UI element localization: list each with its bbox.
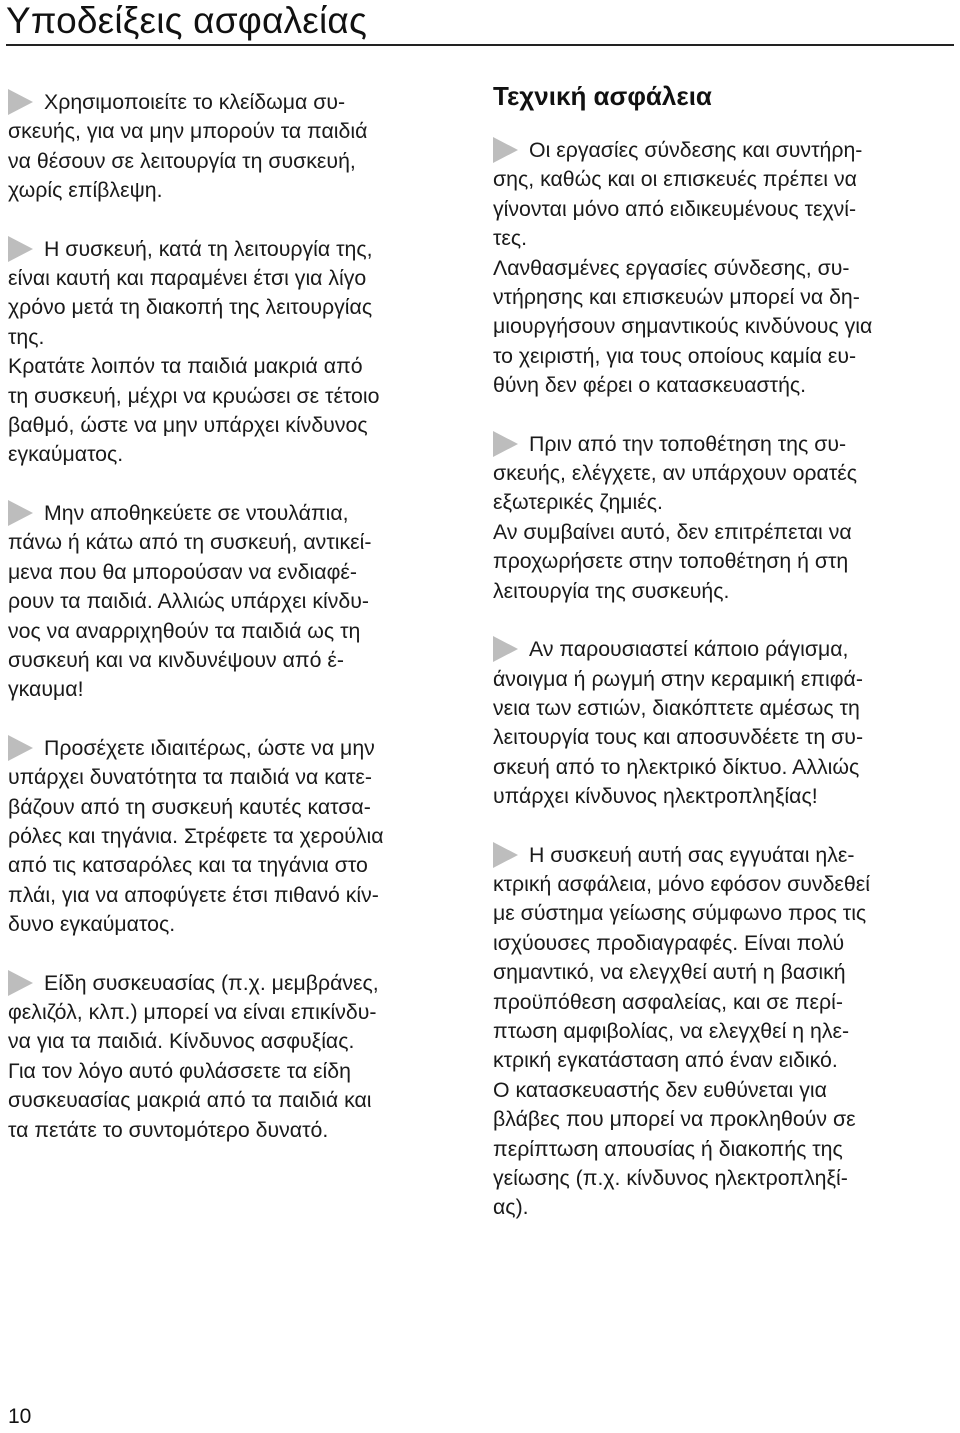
triangle-bullet-icon	[8, 735, 33, 761]
page-number: 10	[8, 1405, 32, 1428]
safety-item	[8, 88, 456, 206]
triangle-bullet-icon	[493, 137, 518, 163]
safety-item-text: Είδη συσκευασίας (π.χ. μεμβράνες, φελιζόλ, κλπ.) μπορεί να είναι επικίνδυ- να για τα παιδιά. Κίνδυνος ασφυξίας. Για τον λόγο αυτό φυλάσσετε τα είδη συσκευασίας μακριά από τα παιδιά και τα πετάτε το συντομότερο δυνατό.	[8, 970, 379, 1142]
triangle-bullet-icon	[8, 236, 33, 262]
triangle-bullet-icon	[493, 842, 518, 868]
safety-item	[493, 430, 953, 606]
safety-item	[493, 136, 953, 401]
page-header	[6, 0, 954, 46]
safety-item	[8, 235, 456, 470]
safety-item-text: Πριν από την τοποθέτηση της συ- σκευής, ελέγχετε, αν υπάρχουν ορατές εξωτερικές ζημιές. Αν συμβαίνει αυτό, δεν επιτρέπεται να προχωρήσετε στην τοποθέτηση ή στη λειτουργία της συσκευής.	[493, 431, 858, 603]
safety-item-text: Προσέχετε ιδιαιτέρως, ώστε να μην υπάρχει δυνατότητα τα παιδιά να κατε- βάζουν από τη συσκευή καυτές κατσα- ρόλες και τηγάνια. Στρέφετε τα χερούλια από τις κατσαρόλες και τα τηγάνια στο πλάι, για να αποφύγετε έτσι πιθανό κίν- δυνο εγκαύματος.	[8, 735, 384, 937]
triangle-bullet-icon	[8, 89, 33, 115]
safety-item-text: Χρησιμοποιείτε το κλείδωμα συ- σκευής, για να μην μπορούν τα παιδιά να θέσουν σε λειτουργία τη συσκευή, χωρίς επίβλεψη.	[8, 90, 368, 203]
right-column	[493, 78, 953, 1252]
left-column	[8, 88, 456, 1174]
safety-item-text: Αν παρουσιαστεί κάποιο ράγισμα, άνοιγμα ή ρωγμή στην κεραμική επιφά- νεια των εστιών, διακόπτετε αμέσως τη λειτουργία τους και αποσυνδέετε τη συ- σκευή από το ηλεκτρικό δίκτυο. Αλλιώς υπάρχει κίνδυνος ηλεκτροπληξίας!	[493, 637, 864, 809]
triangle-bullet-icon	[8, 970, 33, 996]
safety-item-text: Η συσκευή αυτή σας εγγυάται ηλε- κτρική ασφάλεια, μόνο εφόσον συνδεθεί με σύστημα γείωσης σύμφωνο προς τις ισχύουσες προδιαγραφές. Είναι πολύ σημαντικό, να ελεγχθεί αυτή η βασική προϋπόθεση ασφαλείας, και σε περί- πτωση αμφιβολίας, να ελεγχθεί η ηλε- κτρική εγκατάσταση από έναν ειδικό. Ο κατασκευαστής δεν ευθύνεται για βλάβες που μπορεί να προκληθούν σε περίπτωση απουσίας ή διακοπής της γείωσης (π.χ. κίνδυνος ηλεκτροπληξί- ας).	[493, 842, 871, 1220]
safety-item	[493, 635, 953, 811]
triangle-bullet-icon	[8, 500, 33, 526]
page-title: Υποδείξεις ασφαλείας	[6, 0, 368, 41]
triangle-bullet-icon	[493, 431, 518, 457]
safety-item-text: Μην αποθηκεύετε σε ντουλάπια, πάνω ή κάτω από τη συσκευή, αντικεί- μενα που θα μπορούσαν να ενδιαφέ- ρουν τα παιδιά. Αλλιώς υπάρχει κίνδυ- νος να αναρριχηθούν τα παιδιά ως τη συσκευή και να κινδυνέψουν από έ- γκαυμα!	[8, 500, 372, 702]
section-heading-technical-safety: Τεχνική ασφάλεια	[493, 81, 712, 111]
safety-item-text: Οι εργασίες σύνδεσης και συντήρη- σης, καθώς και οι επισκευές πρέπει να γίνονται μόνο από ειδικευμένους τεχνί- τες. Λανθασμένες εργασίες σύνδεσης, συ- ντήρησης και επισκευών μπορεί να δη- μιουργήσουν σημαντικούς κινδύνους για το χειριστή, για τους οποίους καμία ευ- θύνη δεν φέρει ο κατασκευαστής.	[493, 138, 873, 398]
safety-item	[8, 499, 456, 705]
triangle-bullet-icon	[493, 636, 518, 662]
safety-item	[493, 841, 953, 1223]
safety-item	[8, 969, 456, 1145]
safety-item	[8, 734, 456, 940]
safety-item-text: Η συσκευή, κατά τη λειτουργία της, είναι καυτή και παραμένει έτσι για λίγο χρόνο μετά τη διακοπή της λειτουργίας της. Κρατάτε λοιπόν τα παιδιά μακριά από τη συσκευή, μέχρι να κρυώσει σε τέτοιο βαθμό, ώστε να μην υπάρχει κίνδυνος εγκαύματος.	[8, 236, 380, 467]
